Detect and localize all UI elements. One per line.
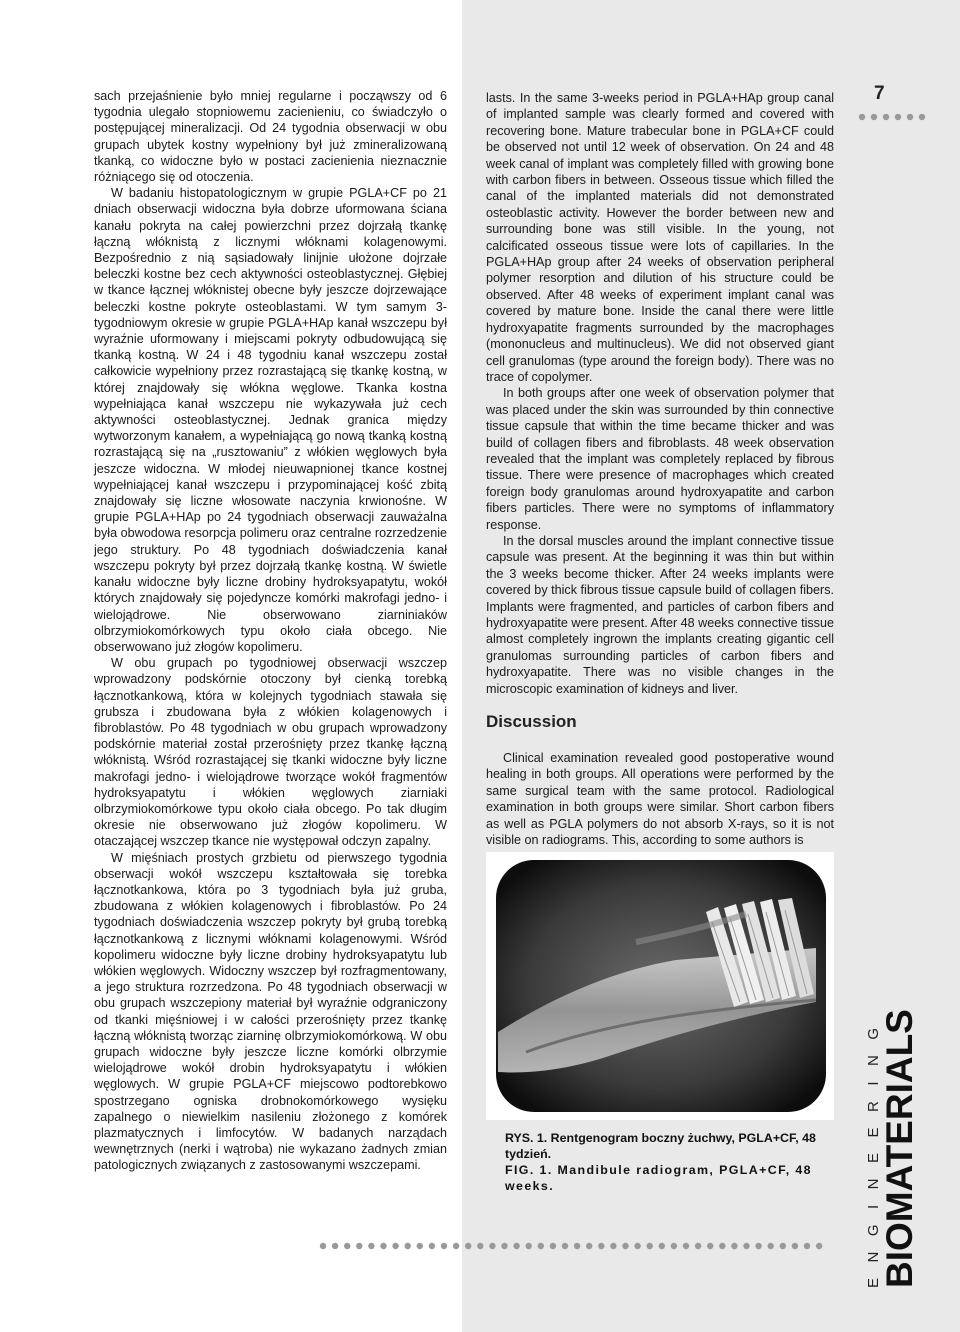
decorative-dot [610, 1243, 616, 1249]
page-number: 7 [874, 83, 885, 104]
decorative-dot [501, 1243, 507, 1249]
decorative-dot [683, 1243, 689, 1249]
decorative-dot [574, 1243, 580, 1249]
logo-engineering-of: ENGINEERING OF [865, 1000, 882, 1288]
discussion-heading: Discussion [486, 712, 577, 731]
radiograph-svg [486, 852, 834, 1120]
right-paragraph-1: lasts. In the same 3-weeks period in PGLA+HAp group canal of implanted sample was clearly formed and covered with recovering bone. Mature trabecular bone in PGLA+CF could be observed not until 12 week of observation. On 24 and 48 week canal of implant was completely filled with growing bone with carbon fibers in between. Osseous tissue which filled the canal of the implanted materials did not demonstrated osteoblastic activity. However the border between new and surrounding bone was still visible. In the young, not calcificated osseous tissue were lots of capillaries. In the PGLA+HAp group after 24 weeks of observation peripheral polymer resorption and dilution of his structure could be observed. After 48 weeks of experiment implant canal was covered by mature bone. Inside the canal there were little hydroxyapatite fragments surrounded by the macrophages (mononucleus and multinucleus). We did not observed giant cell granulomas (type around the foreign body). There was no trace of copolymer. [486, 91, 834, 384]
decorative-dot [368, 1243, 374, 1249]
decorative-dot [816, 1243, 822, 1249]
decorative-dot [719, 1243, 725, 1249]
decorative-dot [489, 1243, 495, 1249]
caption-polish: RYS. 1. Rentgenogram boczny żuchwy, PGLA+CF, 48 tydzień. [505, 1131, 816, 1161]
decorative-dot [550, 1243, 556, 1249]
decorative-dot [429, 1243, 435, 1249]
decorative-dot [634, 1243, 640, 1249]
discussion-paragraph: Clinical examination revealed good postoperative wound healing in both groups. All operations were performed by the same surgical team with the same protocol. Radiological examination in both groups were similar. Short carbon fibers as well as PGLA polymers do not absorb X-rays, so it is not visible on radiograms. This, according to some authors is [486, 751, 834, 848]
decorative-dot [538, 1243, 544, 1249]
decorative-dot [598, 1243, 604, 1249]
discussion-text [486, 750, 834, 848]
decorative-dot [622, 1243, 628, 1249]
decorative-dot [743, 1243, 749, 1249]
decorative-dot [792, 1243, 798, 1249]
decorative-dot [513, 1243, 519, 1249]
logo-biomaterials: BIOMATERIALS [879, 1009, 920, 1288]
decorative-dot [707, 1243, 713, 1249]
decorative-dot [320, 1243, 326, 1249]
decorative-dot [671, 1243, 677, 1249]
decorative-dot [755, 1243, 761, 1249]
decorative-dot [659, 1243, 665, 1249]
decorative-dot [405, 1243, 411, 1249]
decorative-dot [356, 1243, 362, 1249]
journal-logo-svg [850, 1000, 920, 1290]
decorative-dot [465, 1243, 471, 1249]
decorative-dot [731, 1243, 737, 1249]
figure-caption [505, 1130, 825, 1194]
decorative-dots-top [858, 112, 930, 122]
right-paragraph-2: In both groups after one week of observation polymer that was placed under the skin was surrounded by thin connective tissue capsule that within the time became thicker and was build of collagen fibers and fibroblasts. 48 week observation revealed that the implant was completely replaced by fibrous tissue. There were presence of macrophages which created foreign body granulomas around hydroxyapatite and carbon fibers particles. There were no symptoms of inflammatory response. [486, 386, 834, 532]
decorative-dot [332, 1243, 338, 1249]
decorative-dot [586, 1243, 592, 1249]
decorative-dot [380, 1243, 386, 1249]
decorative-dot [477, 1243, 483, 1249]
left-paragraph-2: W badaniu histopatologicznym w grupie PGLA+CF po 21 dniach obserwacji widoczna była dobrze uformowana ściana kanału pokryta na całej powierzchni przez dojrzałą tkankę łączną włóknistą z licznymi włóknami kolagenowymi. Bezpośrednio z nią sąsiadowały linijnie ułożone dojrzałe beleczki kostne bez cech aktywności osteoblastycznej. Głębiej w tkance łącznej włóknistej obecne były jeszcze dojrzewające beleczki kostne pokryte osteoblastami. W tym samym 3-tygodniowym okresie w grupie PGLA+HAp kanał wszczepu był wyraźnie uformowany i miejscami pokryty odbudowującą się tkanką kostną. W 24 i 48 tygodniu kanał wszczepu został całkowicie wypełniony przez rozrastającą się tkankę kostną, w której znajdowały się włókna węglowe. Tkanka kostna wypełniająca kanał wszczepu nie wykazywała już cech aktywności osteoblastycznej. Jednak granica między wytworzonym kanałem, a wypełniającą go nową tkanką kostną rozrastającą się na „rusztowaniu” z włókien węglowych była jeszcze widoczna. W młodej nieuwapnionej tkance kostnej wypełniającej kanał wszczepu i przypominającej kość zbitą znajdowały się liczne włosowate naczynia krwionośne. W grupie PGLA+HAp po 24 tygodniach obserwacji zauważalna była obwodowa resorpcja polimeru oraz centralne rozrzedzenie jego struktury. Po 48 tygodniach doświadczenia kanał wszczepu pokryty był przez dojrzałą tkankę kostną. W świetle kanału widoczne były liczne drobiny hydroksyapatytu, wokół których znajdowały się pojedyncze komórki makrofagi jedno- i wielojądrowe. Nie obserwowano ziarniniaków olbrzymiokomórkowych typu około ciała obcego. Nie obserwowano już złogów kopolimeru. [94, 186, 447, 654]
caption-english: FIG. 1. Mandibule radiogram, PGLA+CF, 48 weeks. [505, 1163, 812, 1193]
right-paragraph-3: In the dorsal muscles around the implant connective tissue capsule was present. At the beginning it was thin but within the 3 weeks become thicker. After 24 weeks implants were covered by thick fibrous tissue capsule build of collagen fibers. Implants were fragmented, and particles of carbon fibers and hydroxyapatite were present. After 48 weeks connective tissue almost completely ingrown the implants creating gigantic cell granulomas surrounding particles of carbon fibers and hydroxyapatite. There was no visible changes in the microscopic examination of kidneys and liver. [486, 533, 834, 696]
decorative-dot [526, 1243, 532, 1249]
decorative-dot [804, 1243, 810, 1249]
decorative-dot [780, 1243, 786, 1249]
decorative-dot [344, 1243, 350, 1249]
right-text-column [486, 90, 834, 697]
decorative-dot [562, 1243, 568, 1249]
left-paragraph-4: W mięśniach prostych grzbietu od pierwszego tygodnia obserwacji wokół wszczepu kształtowała się torebka łącznotkankowa, która po 3 tygodniach była już gruba, zbudowana z włókien kolagenowych i fibroblastów. Po 24 tygodniach doświadczenia wszczep pokryty był grubą torebką łącznotkankową z licznymi włóknami kolagenowymi. Wśród kopolimeru widoczne były liczne drobiny hydroksyapatytu lub włókien węglowych. Widoczny wszczep był rozfragmentowany, a jego struktura rozrzedzona. Po 48 tygodniach obserwacji w obu grupach wszczepiony materiał był wyraźnie odgraniczony od tkanki mięśniowej i w całości przerośnięty przez tkankę łączną włóknistą tworząc ziarninę olbrzymiokomórkową. W obu grupach widoczne były jeszcze liczne komórki olbrzymie wielojądrowe wokół drobin hydroksyapatytu i włókien węglowych. W grupie PGLA+CF miejscowo podtorebkowo spostrzegano ogniska drobnokomórkowego wysięku zapalnego o niewielkim nasileniu złożonego z komórek plazmatycznych i limfocytów. W badanych narządach wewnętrznych (nerki i wątroba) nie wykazano żadnych zmian patologicznych związanych z zastosowanymi wszczepami. [94, 850, 447, 1173]
decorative-dot [417, 1243, 423, 1249]
decorative-dot [647, 1243, 653, 1249]
mandible-radiograph-image [486, 852, 834, 1120]
journal-logo-vertical [850, 1000, 920, 1290]
decorative-dot [695, 1243, 701, 1249]
left-text-column [94, 88, 447, 1174]
left-paragraph-3: W obu grupach po tygodniowej obserwacji wszczep wprowadzony podskórnie otoczony był cienką torebką łącznotkankową, która w kolejnych tygodniach stawała się grubsza i zbudowana była z włókien kolagenowych i fibroblastów. Po 48 tygodniach w obu grupach wprowadzony podskórnie materiał został przerośnięty przez tkankę łączną włóknistą. Wśród rozrastającej się tkanki widoczne były liczne makrofagi jedno- i wielojądrowe tworzące wokół fragmentów hydroksyapatytu i włókien węglowych ziarniaki olbrzymiokomórkowe typu około ciała obcego. Po tak długim okresie nie obserwowano już złogów kopolimeru. W otaczającej wszczep tkance nie występował odczyn zapalny. [94, 656, 447, 849]
decorative-dot [392, 1243, 398, 1249]
decorative-dot [441, 1243, 447, 1249]
left-paragraph-1: sach przejaśnienie było mniej regularne i począwszy od 6 tygodnia ulegało stopniowemu zacienieniu, co świadczyło o postępującej mineralizacji. Od 24 tygodnia obserwacji w obu grupach ubytek kostny wypełniony był już zmineralizowaną tkanką, co widoczne było w postaci zacienienia nieznacznie różniącego się od otoczenia. [94, 89, 447, 185]
decorative-dot [453, 1243, 459, 1249]
decorative-dots-bottom [318, 1240, 828, 1252]
decorative-dot [768, 1243, 774, 1249]
